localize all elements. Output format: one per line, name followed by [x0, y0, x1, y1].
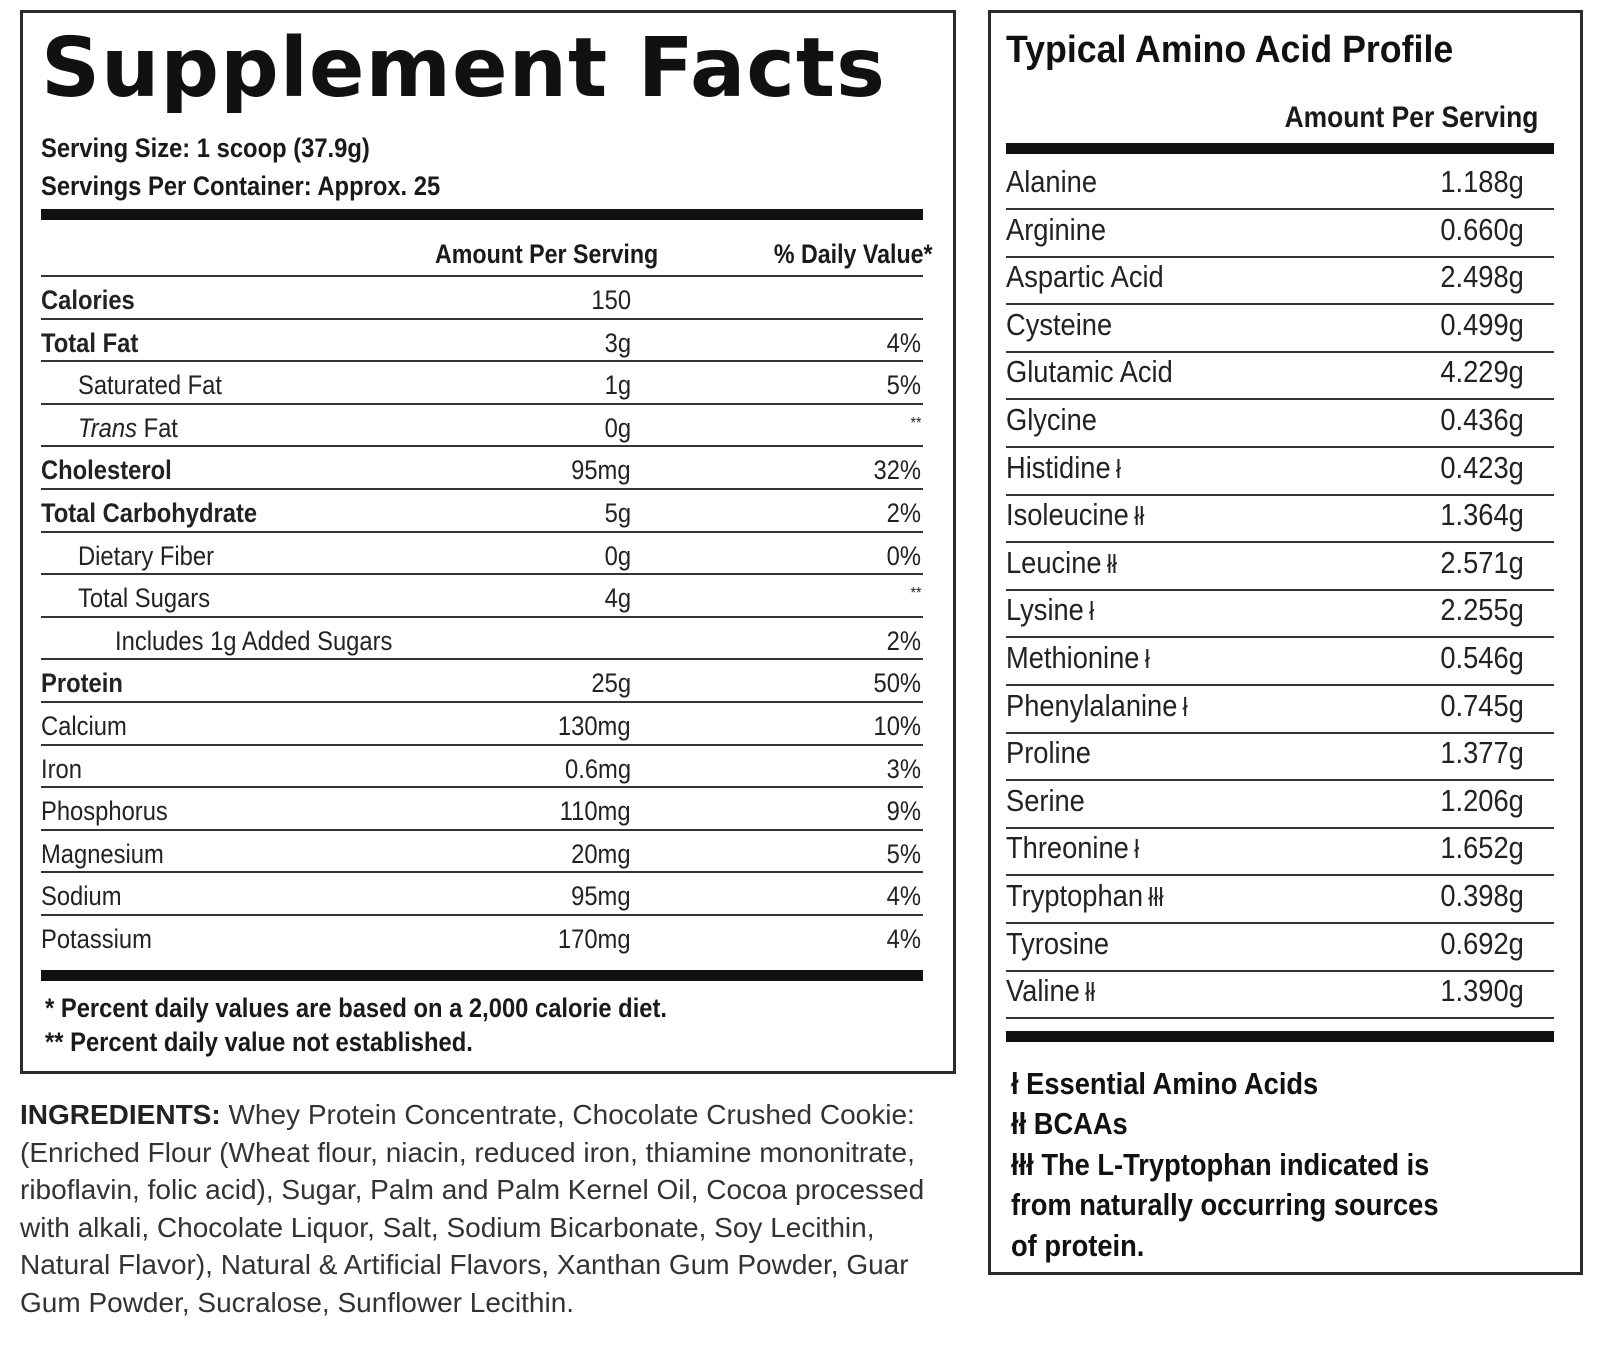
nutrient-row [41, 703, 923, 745]
amino-acid-name-cell [1006, 592, 1094, 628]
amino-acid-amount: 0.398g [1440, 878, 1524, 913]
nutrient-amount: 0g [604, 412, 631, 443]
nutrient-amount: 95mg [571, 881, 631, 912]
amino-acid-name-cell [1006, 735, 1091, 771]
amino-acid-row [1006, 730, 1554, 781]
supplement-facts-title: Supplement Facts [41, 21, 886, 116]
amino-acid-row [1006, 159, 1554, 210]
nutrient-name: Total Fat [41, 327, 139, 358]
amino-acid-amount: 0.692g [1440, 925, 1524, 961]
nutrient-amount: 3g [604, 327, 631, 358]
amino-acid-amount: 0.546g [1440, 640, 1524, 675]
amino-acid-name-cell [1006, 545, 1117, 581]
amino-acid-name: Histidine [1006, 449, 1111, 485]
nutrient-amount: 25g [591, 668, 631, 699]
amino-acid-name: Isoleucine [1006, 497, 1129, 533]
amino-profile-title: Typical Amino Acid Profile [1006, 29, 1454, 71]
amino-acid-row [1006, 825, 1554, 876]
nutrient-name: Phosphorus [41, 796, 168, 827]
nutrient-daily-value: 4% [886, 881, 921, 912]
amino-acid-row [1006, 968, 1554, 1019]
amino-acid-amount: 1.390g [1440, 973, 1524, 1009]
nutrient-daily-value: ** [910, 414, 921, 432]
amino-acid-amount: 2.255g [1440, 592, 1524, 628]
nutrient-name-italic: Trans [78, 412, 137, 443]
amino-acid-row [1006, 349, 1554, 400]
supplement-facts-panel [20, 10, 956, 1074]
amino-acid-amount: 0.660g [1440, 211, 1524, 247]
amino-acid-row [1006, 587, 1554, 638]
amino-acid-name: Aspartic Acid [1006, 259, 1164, 295]
amino-acid-row [1006, 445, 1554, 496]
amino-acid-name-cell [1006, 640, 1150, 676]
amino-acid-name: Methionine [1006, 640, 1140, 675]
nutrient-name [78, 413, 178, 444]
nutrient-name: Calcium [41, 711, 127, 741]
amino-acid-row [1006, 778, 1554, 829]
servings-per-container: Servings Per Container: Approx. 25 [41, 171, 441, 201]
nutrient-daily-value: 2% [886, 625, 921, 656]
amino-acid-name: Alanine [1006, 164, 1098, 199]
amino-acid-name-cell [1006, 307, 1112, 343]
nutrient-name: Total Sugars [78, 583, 211, 614]
nutrient-amount: 1g [604, 370, 631, 401]
amino-acid-name-cell [1006, 212, 1106, 248]
tryptophan-note-line-3: of protein. [1011, 1228, 1145, 1263]
amino-marker-icon: ł [1115, 453, 1121, 484]
amino-marker-icon: łłł [1148, 882, 1164, 912]
nutrient-amount: 110mg [560, 796, 631, 827]
amino-marker-icon: ł [1182, 691, 1188, 722]
amino-amount-header: Amount Per Serving [1284, 101, 1538, 134]
nutrient-row [41, 831, 923, 873]
amino-acid-name-cell [1006, 164, 1097, 200]
amino-acid-row [1006, 683, 1554, 734]
nutrient-daily-value: 10% [873, 711, 921, 741]
nutrient-daily-value: ** [910, 585, 921, 603]
amino-acid-name-cell [1006, 402, 1097, 438]
nutrient-daily-value: 32% [873, 455, 921, 486]
nutrient-row [41, 660, 923, 702]
nutrient-row [41, 320, 923, 362]
nutrient-row [41, 533, 923, 575]
amino-acid-name: Arginine [1006, 211, 1107, 247]
amino-marker-icon: ł [1144, 644, 1150, 674]
amino-acid-row [1006, 540, 1554, 591]
amino-acid-name-cell [1006, 688, 1188, 724]
amino-acid-name-cell [1006, 450, 1121, 486]
daily-value-header: % Daily Value* [774, 239, 933, 269]
amino-acid-profile-panel [988, 10, 1583, 1275]
nutrient-name: Saturated Fat [78, 370, 222, 401]
amino-acid-amount: 1.188g [1440, 164, 1524, 199]
serving-size: Serving Size: 1 scoop (37.9g) [41, 133, 370, 163]
amino-acid-name: Lysine [1006, 592, 1084, 628]
amino-acid-amount: 1.206g [1440, 782, 1524, 818]
amino-acid-amount: 4.229g [1440, 354, 1524, 390]
amino-acid-name-cell [1006, 973, 1095, 1009]
nutrient-amount: 20mg [571, 838, 631, 869]
amino-acid-name-cell [1006, 497, 1144, 533]
bcaa-note: łł BCAAs [1011, 1106, 1128, 1141]
not-established-footnote: ** Percent daily value not established. [45, 1027, 473, 1057]
amino-marker-icon: łł [1106, 548, 1118, 579]
amino-acid-row [1006, 921, 1554, 972]
amino-acid-name: Serine [1006, 782, 1085, 818]
essential-amino-note: ł Essential Amino Acids [1011, 1066, 1319, 1101]
amino-acid-amount: 2.571g [1440, 544, 1524, 580]
nutrient-daily-value: 50% [873, 668, 921, 699]
nutrient-row [41, 362, 923, 404]
amino-acid-name-cell [1006, 259, 1164, 295]
nutrient-name: Iron [41, 753, 82, 784]
nutrient-amount: 0.6mg [564, 753, 631, 784]
amino-acid-row [1006, 492, 1554, 543]
amino-acid-name-cell [1006, 783, 1085, 819]
amino-acid-name: Threonine [1006, 830, 1129, 866]
amino-acid-name: Cysteine [1006, 306, 1113, 342]
amino-marker-icon: ł [1134, 834, 1140, 865]
nutrient-amount: 0g [604, 540, 631, 571]
nutrient-row [41, 788, 923, 830]
amino-acid-name: Leucine [1006, 544, 1102, 580]
ingredients-text [20, 1096, 950, 1321]
nutrient-amount: 150 [591, 285, 631, 315]
nutrient-daily-value: 5% [886, 838, 921, 869]
amino-acid-amount: 0.745g [1440, 687, 1524, 723]
amount-per-serving-header: Amount Per Serving [435, 239, 659, 269]
nutrient-name: Cholesterol [41, 455, 172, 486]
amino-acid-row [1006, 302, 1554, 353]
amino-acid-row [1006, 635, 1554, 686]
nutrient-daily-value: 5% [886, 370, 921, 401]
nutrient-amount: 130mg [558, 711, 631, 741]
nutrient-name: Dietary Fiber [78, 540, 215, 571]
amino-acid-amount: 1.364g [1440, 497, 1524, 533]
nutrient-daily-value: 4% [886, 924, 921, 954]
amino-acid-name: Glutamic Acid [1006, 354, 1173, 390]
nutrient-name: Magnesium [41, 838, 164, 869]
amino-acid-amount: 0.436g [1440, 402, 1524, 437]
nutrient-row [41, 277, 923, 319]
thick-divider [1006, 143, 1554, 154]
ingredients-label: INGREDIENTS: [20, 1099, 221, 1130]
amino-acid-name: Glycine [1006, 402, 1097, 437]
amino-acid-name: Tryptophan [1006, 878, 1143, 913]
amino-acid-row [1006, 397, 1554, 448]
nutrient-daily-value: 0% [886, 540, 921, 571]
amino-marker-icon: łł [1134, 501, 1145, 532]
nutrient-name: Total Carbohydrate [41, 498, 258, 528]
tryptophan-note-line-1: łłł The L-Tryptophan indicated is [1011, 1147, 1430, 1182]
amino-acid-amount: 1.652g [1440, 830, 1524, 866]
thick-divider [41, 209, 923, 220]
nutrient-daily-value: 2% [886, 498, 921, 528]
daily-value-footnote: * Percent daily values are based on a 2,000 calorie diet. [45, 993, 668, 1023]
amino-acid-name: Phenylalanine [1006, 687, 1178, 723]
nutrient-row [41, 490, 923, 532]
amino-acid-amount: 2.498g [1440, 259, 1524, 295]
amino-marker-icon: łł [1085, 977, 1096, 1008]
nutrient-daily-value: 4% [886, 327, 921, 358]
nutrient-row [41, 575, 923, 617]
amino-acid-name: Valine [1006, 973, 1080, 1009]
thick-divider [1006, 1031, 1554, 1042]
nutrient-name: Potassium [41, 924, 152, 954]
amino-acid-name: Proline [1006, 735, 1091, 771]
nutrient-daily-value: 9% [886, 796, 921, 827]
nutrient-amount: 4g [604, 583, 631, 614]
nutrient-row [41, 447, 923, 489]
nutrient-name-suffix: Fat [136, 412, 178, 443]
nutrient-name: Includes 1g Added Sugars [115, 625, 393, 656]
amino-acid-name: Tyrosine [1006, 925, 1110, 961]
amino-acid-name-cell [1006, 830, 1139, 866]
nutrient-row [41, 873, 923, 915]
amino-acid-row [1006, 873, 1554, 924]
amino-marker-icon: ł [1089, 596, 1095, 627]
amino-acid-name-cell [1006, 926, 1109, 962]
amino-acid-row [1006, 207, 1554, 258]
nutrient-name: Protein [41, 668, 123, 699]
amino-acid-amount: 0.423g [1440, 449, 1524, 485]
amino-acid-row [1006, 254, 1554, 305]
amino-acid-amount: 1.377g [1440, 735, 1524, 771]
nutrient-row [41, 746, 923, 788]
amino-acid-name-cell [1006, 354, 1173, 390]
tryptophan-note-line-2: from naturally occurring sources [1011, 1187, 1439, 1222]
amino-acid-name-cell [1006, 878, 1164, 914]
amino-acid-amount: 0.499g [1440, 306, 1524, 342]
nutrient-amount: 95mg [571, 455, 631, 486]
nutrient-daily-value: 3% [886, 753, 921, 784]
nutrient-row [41, 916, 923, 958]
nutrient-name: Sodium [41, 881, 122, 912]
nutrient-amount: 5g [604, 498, 631, 528]
nutrient-name: Calories [41, 285, 135, 315]
nutrient-row [41, 618, 923, 660]
ingredients-list: Whey Protein Concentrate, Chocolate Crushed Cookie: (Enriched Flour (Wheat flour, niacin, reduced iron, thiamine mononitrate, riboflavin, folic acid), Sugar, Palm and Palm Kernel Oil, Cocoa processed with alkali, Chocolate Liquor, Salt, Sodium Bicarbonate, Soy Lecithin, Natural Flavor), Natural & Artificial Flavors, Xanthan Gum Powder, Guar Gum Powder, Sucralose, Sunflower Lecithin. [20, 1099, 925, 1318]
nutrient-row [41, 405, 923, 447]
nutrient-amount: 170mg [558, 924, 631, 954]
thick-divider [41, 970, 923, 981]
